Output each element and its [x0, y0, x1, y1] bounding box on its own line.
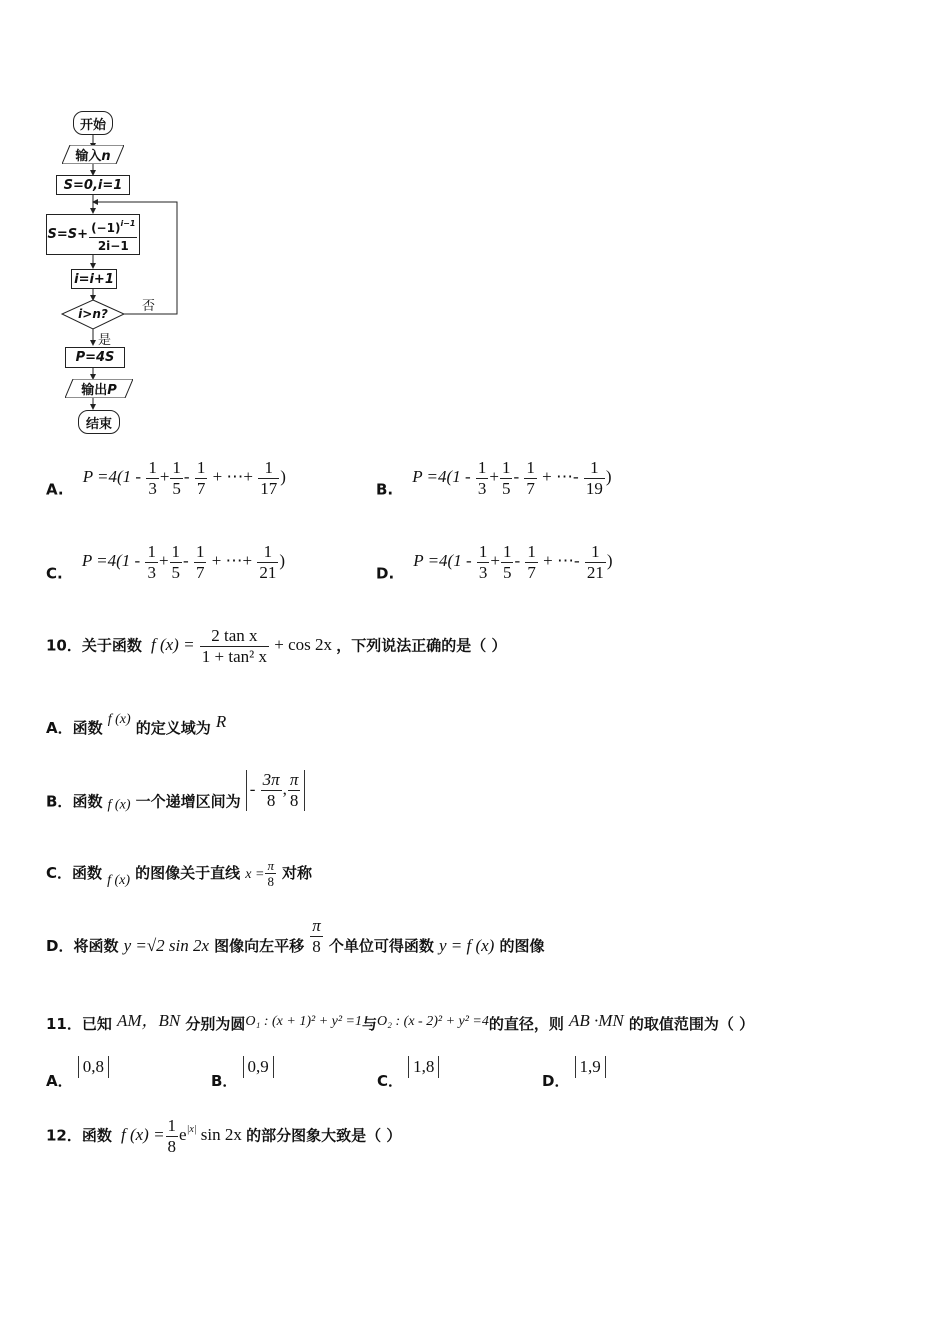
q10-func-rhs: + cos 2x	[274, 635, 332, 655]
flow-init	[56, 175, 130, 195]
option-text: 图像向左平移	[214, 937, 305, 955]
flow-assign-label: P=4S	[75, 350, 115, 365]
chords: AM，BN	[116, 1011, 181, 1030]
option-label: B．	[211, 1072, 238, 1090]
formula-suffix: )	[280, 467, 286, 487]
interval-value: 1,9	[579, 1057, 601, 1076]
q9-option-b[interactable]: B. P =4(1 - $\frac{1}{3}$ + $\frac{1}{5}$ - $\frac{1}{7}$ + ⋯- $\frac{1}{19}$ )	[376, 458, 612, 499]
q10-option-a[interactable]	[46, 712, 226, 738]
formula-suffix: )	[606, 551, 613, 571]
formula-prefix: P =4(1 -	[413, 551, 476, 571]
flow-increment	[71, 269, 117, 289]
q10-option-c[interactable]	[46, 858, 312, 889]
q9-option-c[interactable]: C. P =4(1 - $\frac{1}{3}$ + $\frac{1}{5}$ - $\frac{1}{7}$ + ⋯+ $\frac{1}{21}$ )	[46, 542, 286, 583]
interval-value: 1,8	[413, 1057, 435, 1076]
fx: f (x)	[107, 873, 131, 888]
option-label: C.	[46, 564, 63, 583]
flow-assign	[65, 347, 125, 368]
option-label: A．	[46, 1072, 73, 1090]
formula-prefix: P =4(1 -	[82, 467, 146, 487]
flow-increment-label: i=i+1	[74, 271, 114, 287]
q12-lhs: f (x) =	[120, 1125, 165, 1145]
option-label: B．	[46, 792, 73, 811]
frac-den: 8	[289, 791, 299, 810]
stem-text: 已知	[81, 1015, 112, 1033]
question-number: 10．	[46, 636, 82, 655]
q12-rhs: e	[179, 1125, 187, 1145]
q11-stem	[46, 1006, 754, 1034]
option-text: 函数	[72, 792, 103, 811]
flow-output	[65, 379, 133, 398]
dot-product: AB ·MN	[568, 1011, 624, 1030]
interval	[246, 770, 306, 811]
q11-option-a[interactable]	[46, 1056, 109, 1091]
func-y: y =√2 sin 2x	[123, 936, 210, 955]
interval	[243, 1056, 274, 1078]
option-text: 的定义域为	[135, 719, 211, 737]
frac-den: 8	[266, 791, 276, 810]
line-x: x =	[245, 867, 265, 882]
stem-text: 分别为圆	[185, 1015, 246, 1033]
interval	[408, 1056, 439, 1078]
option-label: C．	[46, 864, 73, 882]
minus-sign: -	[249, 779, 260, 799]
flow-input-label: 输入	[75, 149, 102, 164]
option-text: 将函数	[73, 937, 119, 955]
interval	[78, 1056, 109, 1078]
fx: f (x)	[107, 712, 131, 727]
stem-text: 的部分图象大致是（ ）	[246, 1126, 402, 1145]
option-label: D．	[542, 1072, 570, 1090]
option-text: 函数	[72, 719, 103, 737]
circle-o1: O₁ : (x + 1)² + y² =1	[245, 1014, 363, 1029]
flow-end	[78, 410, 120, 434]
q10-stem-b: ，下列说法正确的是（ ）	[336, 636, 507, 655]
q9-option-a[interactable]: A. P =4(1 - $\frac{1}{3}$ + $\frac{1}{5}$ - $\frac{1}{7}$ + ⋯+ $\frac{1}{17}$ )	[46, 458, 286, 499]
formula-prefix: P =4(1 -	[412, 467, 475, 487]
q10-func-lhs: f (x) =	[150, 635, 195, 655]
flow-input-var: n	[101, 149, 111, 164]
frac-num: π	[312, 916, 321, 935]
option-text: 的图像关于直线	[135, 864, 241, 882]
interval	[575, 1056, 606, 1078]
flowchart	[40, 105, 200, 440]
formula-op: + ⋯+	[212, 467, 254, 487]
option-text: 函数	[72, 864, 103, 882]
flow-condition-label: i>n?	[78, 307, 108, 321]
interval-value: 0,8	[82, 1057, 104, 1076]
flow-update-num: (−1)	[91, 220, 121, 235]
frac-num: 1	[167, 1116, 177, 1135]
question-number: 12．	[46, 1126, 82, 1145]
option-label: A.	[46, 480, 64, 499]
formula-last-den: 19	[585, 479, 603, 498]
frac-den: 8	[267, 874, 274, 889]
set-R: R	[215, 712, 227, 731]
interval-value: 0,9	[247, 1057, 269, 1076]
formula-prefix: P =4(1 -	[81, 551, 145, 571]
frac-num: 3π	[262, 770, 280, 789]
q10-stem	[46, 626, 506, 667]
flow-end-label: 结束	[85, 416, 112, 432]
flow-output-var: P	[107, 383, 117, 398]
stem-text: 与	[362, 1015, 378, 1033]
formula-op: + ⋯-	[542, 467, 579, 487]
option-label: B.	[376, 480, 394, 499]
flow-start-label: 开始	[79, 117, 106, 133]
func-fx: y = f (x)	[438, 936, 495, 955]
option-label: D．	[46, 937, 74, 955]
flow-input	[62, 145, 124, 164]
flow-init-label: S=0,i=1	[63, 177, 123, 193]
q10-option-b[interactable]	[46, 770, 305, 813]
flow-update-exp: i−1	[120, 218, 136, 228]
q12-rhs2: sin 2x	[196, 1125, 242, 1145]
frac-den: 8	[312, 937, 321, 956]
option-label: C．	[377, 1072, 404, 1090]
q10-func-num: 2 tan x	[200, 626, 269, 647]
q10-stem-a: 关于函数	[81, 636, 142, 655]
option-text: 的图像	[499, 937, 545, 955]
formula-last-den: 21	[259, 563, 277, 582]
formula-op: + ⋯+	[211, 551, 253, 571]
q9-option-d[interactable]: D. P =4(1 - $\frac{1}{3}$ + $\frac{1}{5}$ - $\frac{1}{7}$ + ⋯- $\frac{1}{21}$ )	[376, 542, 613, 583]
flow-condition	[70, 305, 116, 323]
formula-suffix: )	[279, 551, 286, 571]
formula-suffix: )	[605, 467, 612, 487]
q11-option-b[interactable]	[211, 1056, 274, 1091]
flow-start	[73, 111, 113, 135]
q10-option-d[interactable]	[46, 916, 544, 957]
formula-op: + ⋯-	[543, 551, 580, 571]
stem-text: 函数	[81, 1126, 112, 1145]
option-text: 一个递增区间为	[135, 792, 241, 811]
flow-update-den: 2i−1	[97, 238, 129, 253]
formula-last-den: 21	[586, 563, 604, 582]
q11-option-d[interactable]	[542, 1056, 606, 1091]
comma: ,	[282, 779, 287, 799]
option-label: D.	[376, 564, 395, 583]
option-label: A．	[46, 719, 73, 737]
flow-no-label: 否	[142, 299, 156, 314]
frac-num: π	[267, 858, 274, 873]
flow-yes-label: 是	[98, 333, 112, 348]
frac-den: 8	[167, 1137, 177, 1156]
frac-num: π	[289, 770, 299, 789]
fx: f (x)	[107, 797, 131, 813]
stem-text: 的直径，则	[488, 1015, 564, 1033]
formula-last-den: 17	[260, 479, 278, 498]
q10-func-den: 1 + tan² x	[201, 647, 267, 666]
circle-o2: O₂ : (x - 2)² + y² =4	[377, 1014, 489, 1029]
q11-option-c[interactable]	[377, 1056, 439, 1091]
question-number: 11．	[46, 1015, 82, 1033]
option-text: 个单位可得函数	[328, 937, 434, 955]
option-text: 对称	[282, 864, 313, 882]
flow-output-label: 输出	[81, 383, 108, 398]
q12-stem	[46, 1116, 401, 1157]
flow-update	[46, 214, 140, 255]
flow-update-lhs: S=S+	[47, 227, 89, 242]
stem-text: 的取值范围为（ ）	[628, 1015, 755, 1033]
exponent: |x|	[186, 1124, 197, 1136]
